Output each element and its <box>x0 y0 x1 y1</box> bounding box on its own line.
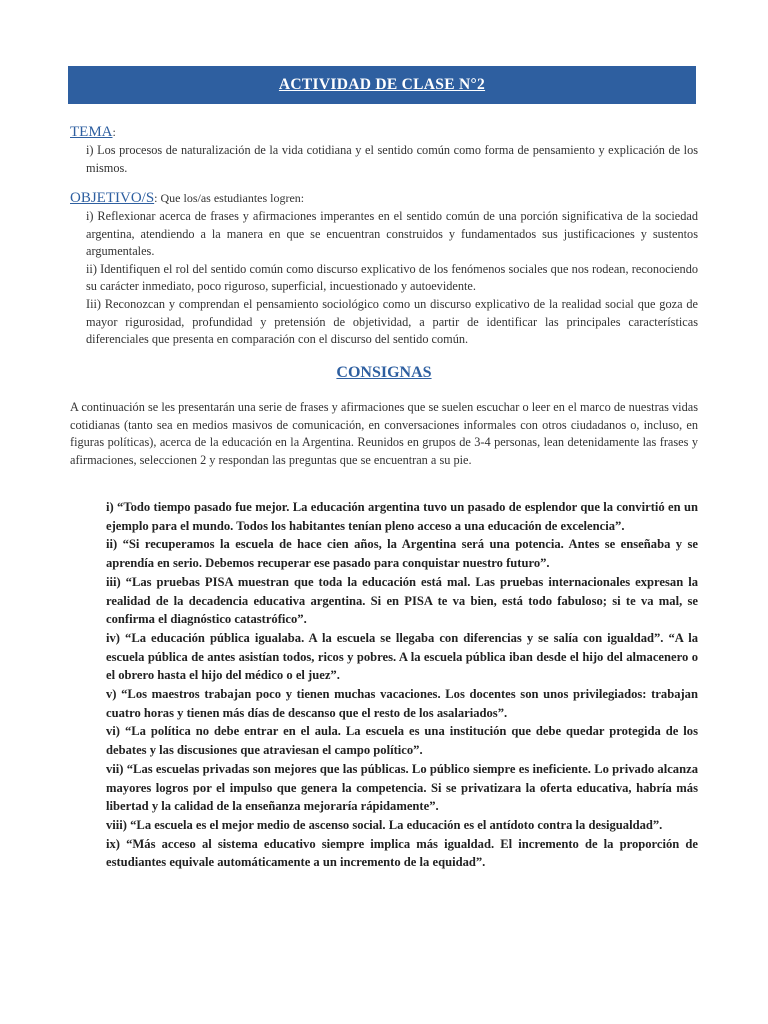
consignas-intro: A continuación se les presentarán una serie de frases y afirmaciones que se suelen escuchar o leer en el marco de nuestras vidas cotidianas (tanto sea en medios masivos de comunicación, en conversaciones informales con otros ciudadanos o, incluso, en figuras políticas), acerca de la educación en la Argentina. Reunidos en grupos de 3-4 personas, lean detenidamente las frases y afirmaciones, seleccionen 2 y respondan las preguntas que se encuentran a su pie. <box>70 400 698 467</box>
tema-section <box>70 123 698 177</box>
consignas-heading: CONSIGNAS <box>336 364 432 381</box>
statement-item: vi) “La política no debe entrar en el aula. La escuela es una institución que debe quedar protegida de los debates y las discusiones que atraviesan el campo político”. <box>106 724 698 758</box>
statement-item: ii) “Si recuperamos la escuela de hace cien años, la Argentina será una potencia. Antes se enseñaba y se aprendía en serio. Debemos recuperar ese pasado para conquistar nuestro futuro”. <box>106 537 698 571</box>
objetivos-heading <box>70 189 698 208</box>
statement-item: viii) “La escuela es el mejor medio de ascenso social. La educación es el antídoto contra la desigualdad”. <box>106 817 663 832</box>
header-banner <box>68 66 696 104</box>
objetivo-item: Iii) Reconozcan y comprendan el pensamiento sociológico como un discurso explicativo de la realidad social que goza de mayor rigurosidad, profundidad y pretensión de objetividad, a partir de identificar las principales características diferenciales que presenta en comparación con el discurso del sentido común. <box>86 296 698 347</box>
tema-label: TEMA <box>70 124 113 140</box>
statement-list <box>106 498 698 872</box>
statement-item: vii) “Las escuelas privadas son mejores que las públicas. Lo público siempre es ineficiente. Lo privado alcanza mayores logros por el impulso que genera la competencia. Si se privatizara la oferta educativa, habría más libertad y la calidad de la enseñanza mejoraría rápidamente”. <box>106 761 698 814</box>
statement-item: v) “Los maestros trabajan poco y tienen muchas vacaciones. Los docentes son unos privilegiados: trabajan cuatro horas y tienen más días de descanso que el resto de los asalariados”. <box>106 687 698 720</box>
objetivo-item: ii) Identifiquen el rol del sentido común como discurso explicativo de los fenómenos sociales que nos rodean, reconociendo su carácter inmediato, poco riguroso, superficial, incuestionado y autoevidente. <box>86 261 698 294</box>
page-title: ACTIVIDAD DE CLASE N°2 <box>278 76 486 93</box>
statement-item: iii) “Las pruebas PISA muestran que toda la educación está mal. Las pruebas internacionales expresan la realidad de la decadencia educativa argentina. Si en PISA te va bien, está todo fabuloso; si te va mal, se confirma el diagnóstico catastrófico”. <box>106 574 698 627</box>
tema-text: i) Los procesos de naturalización de la vida cotidiana y el sentido común como forma de pensamiento y explicación de los mismos. <box>86 143 698 175</box>
statement-item: iv) “La educación pública igualaba. A la escuela se llegaba con diferencias y se salía con igualdad”. “A la escuela pública de antes asistían todos, ricos y pobres. A la escuela pública iban desde el hijo del almacenero o el obrero hasta el hijo del médico o el juez”. <box>106 630 698 683</box>
objetivo-item: i) Reflexionar acerca de frases y afirmaciones imperantes en el sentido común de una porción significativa de la sociedad argentina, atendiendo a la manera en que se encuentran construidos y fundamentados sus justificaciones y sustentos argumentales. <box>86 209 698 259</box>
statement-item: ix) “Más acceso al sistema educativo siempre implica más igualdad. El incremento de la proporción de estudiantes equivale automáticamente a un incremento de la equidad”. <box>106 836 698 870</box>
tema-suffix: : <box>112 125 116 139</box>
objetivos-label: OBJETIVO/S <box>70 190 155 206</box>
objetivos-section <box>70 189 698 349</box>
objetivos-suffix: : Que los/as estudiantes logren: <box>154 191 305 205</box>
tema-heading <box>70 123 698 142</box>
statement-item: i) “Todo tiempo pasado fue mejor. La educación argentina tuvo un pasado de esplendor que la convirtió en un ejemplo para el mundo. Todos los habitantes tenían pleno acceso a una educación de excelencia”. <box>106 500 698 533</box>
